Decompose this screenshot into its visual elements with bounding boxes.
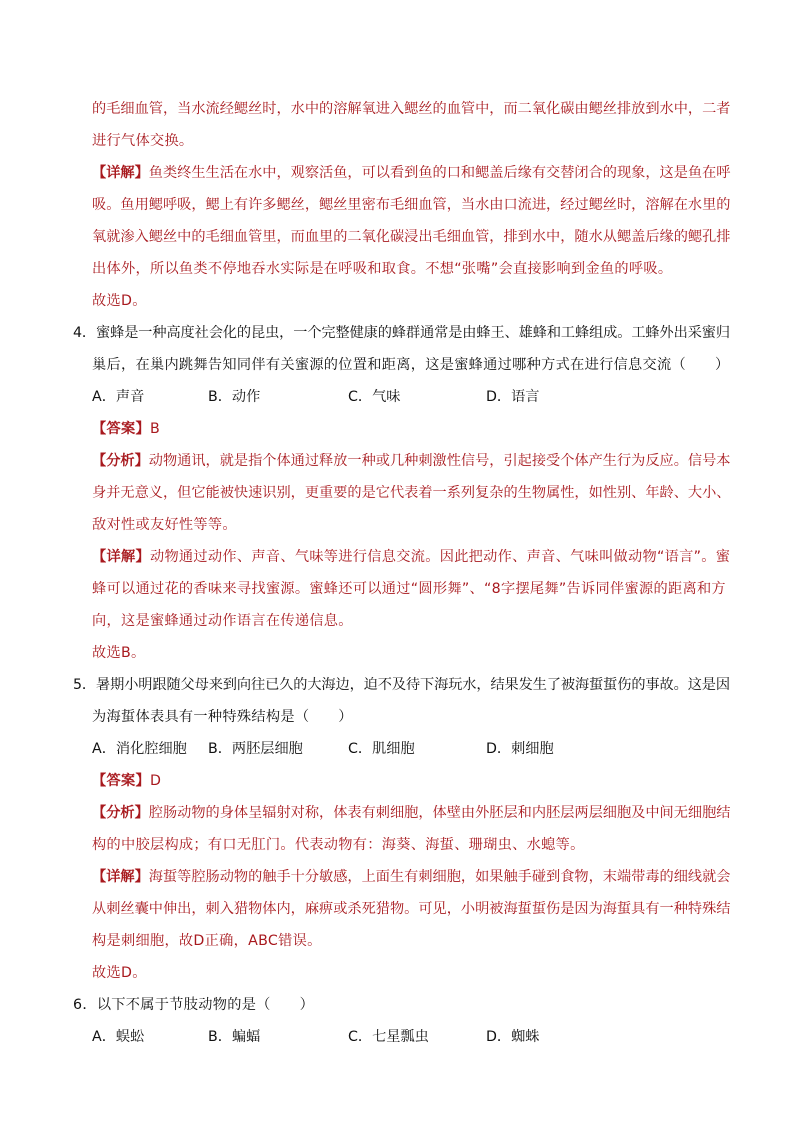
q5-detail-text-1: 海蜇等腔肠动物的触手十分敏感，上面生有刺细胞，如果触手碰到食物，末端带毒的细线就会 xyxy=(148,869,731,885)
q4-detail-line-2: 蜂可以通过花的香味来寻找蜜源。蜜蜂还可以通过“圆形舞”、“8字摆尾舞”告诉同伴蜜源的距离和方 xyxy=(92,581,726,597)
q4-analysis-line-1 xyxy=(92,451,730,471)
q3-detail-line-3: 氧就渗入鳃丝中的毛细血管里，而血里的二氧化碳浸出毛细血管，排到水中，随水从鳃盖后缘的鳃孔排 xyxy=(92,229,731,245)
q4-stem-line-2: 巢后，在巢内跳舞告知同伴有关蜜源的位置和距离，这是蜜蜂通过哪种方式在进行信息交流（ ） xyxy=(92,357,730,373)
q6-option-a: A．蜈蚣 xyxy=(92,1029,145,1045)
q6-option-c: C．七星瓢虫 xyxy=(348,1029,429,1045)
answer-tag: 【答案】 xyxy=(92,421,150,437)
q5-option-c: C．肌细胞 xyxy=(348,741,415,757)
q3-continuation-line-1: 的毛细血管，当水流经鳃丝时，水中的溶解氧进入鳃丝的血管中，而二氧化碳由鳃丝排放到水中，二者 xyxy=(92,101,731,117)
q5-option-d: D．刺细胞 xyxy=(486,741,554,757)
q5-analysis-text-1: 腔肠动物的身体呈辐射对称，体表有刺细胞，体壁由外胚层和内胚层两层细胞及中间无细胞结 xyxy=(148,805,731,821)
q3-detail-line-2: 吸。鱼用鳃呼吸，鳃上有许多鳃丝，鳃丝里密布毛细血管，当水由口流进，经过鳃丝时，溶解在水里的 xyxy=(92,197,731,213)
q4-option-b: B．动作 xyxy=(208,389,261,405)
q4-analysis-line-2: 身并无意义，但它能被快速识别，更重要的是它代表着一系列复杂的生物属性，如性别、年龄、大小、 xyxy=(92,485,731,501)
analysis-tag: 【分析】 xyxy=(92,805,149,821)
q4-answer-line xyxy=(92,419,160,439)
q6-option-d: D．蜘蛛 xyxy=(486,1029,540,1045)
q4-final-answer: 故选B。 xyxy=(92,645,146,661)
q4-analysis-line-3: 敌对性或友好性等等。 xyxy=(92,517,237,533)
q5-option-a: A．消化腔细胞 xyxy=(92,741,187,757)
q5-analysis-line-1 xyxy=(92,803,730,823)
q4-answer-value: B xyxy=(149,421,160,437)
q3-detail-text-1: 鱼类终生生活在水中，观察活鱼，可以看到鱼的口和鳃盖后缘有交替闭合的现象，这是鱼在呼 xyxy=(148,165,731,181)
q3-continuation-line-2: 进行气体交换。 xyxy=(92,133,194,149)
q5-detail-line-3: 构是刺细胞，故D正确，ABC错误。 xyxy=(92,933,322,949)
q6-option-b: B．蝙蝠 xyxy=(208,1029,261,1045)
analysis-tag: 【分析】 xyxy=(92,453,149,469)
q5-option-b: B．两胚层细胞 xyxy=(208,741,303,757)
q5-answer-value: D xyxy=(149,773,162,789)
q4-detail-line-3: 向，这是蜜蜂通过动作语言在传递信息。 xyxy=(92,613,353,629)
q4-stem-line-1: 4．蜜蜂是一种高度社会化的昆虫，一个完整健康的蜂群通常是由蜂王、雄蜂和工蜂组成。工蜂外出采蜜归 xyxy=(73,325,730,341)
detail-tag: 【详解】 xyxy=(92,869,149,885)
q5-stem-line-2: 为海蜇体表具有一种特殊结构是（ ） xyxy=(92,709,353,725)
q5-analysis-line-2: 构的中胶层构成；有口无肛门。代表动物有：海葵、海蜇、珊瑚虫、水螅等。 xyxy=(92,837,585,853)
q4-option-c: C．气味 xyxy=(348,389,401,405)
q4-option-d: D．语言 xyxy=(486,389,540,405)
q4-detail-text-1: 动物通过动作、声音、气味等进行信息交流。因此把动作、声音、气味叫做动物“语言”。蜜 xyxy=(149,549,731,565)
q5-answer-line xyxy=(92,771,161,791)
q4-option-a: A．声音 xyxy=(92,389,145,405)
q3-detail-line-1 xyxy=(92,163,730,183)
q5-stem-line-1: 5．暑期小明跟随父母来到向往已久的大海边，迫不及待下海玩水，结果发生了被海蜇蜇伤的事故。这是因 xyxy=(73,677,730,693)
detail-tag: 【详解】 xyxy=(92,165,149,181)
q5-final-answer: 故选D。 xyxy=(92,965,147,981)
q3-detail-line-4: 出体外，所以鱼类不停地吞水实际是在呼吸和取食。不想“张嘴”会直接影响到金鱼的呼吸。 xyxy=(92,261,673,277)
q5-detail-line-1 xyxy=(92,867,730,887)
q4-detail-line-1 xyxy=(92,547,730,567)
q6-stem-line-1: 6．以下不属于节肢动物的是（ ） xyxy=(73,997,315,1013)
detail-tag: 【详解】 xyxy=(92,549,150,565)
q4-analysis-text-1: 动物通讯，就是指个体通过释放一种或几种刺激性信号，引起接受个体产生行为反应。信号本 xyxy=(148,453,731,469)
q3-final-answer: 故选D。 xyxy=(92,293,147,309)
answer-tag: 【答案】 xyxy=(92,773,150,789)
q5-detail-line-2: 从刺丝囊中伸出，刺入猎物体内，麻痹或杀死猎物。可见，小明被海蜇蜇伤是因为海蜇具有一种特殊结 xyxy=(92,901,731,917)
